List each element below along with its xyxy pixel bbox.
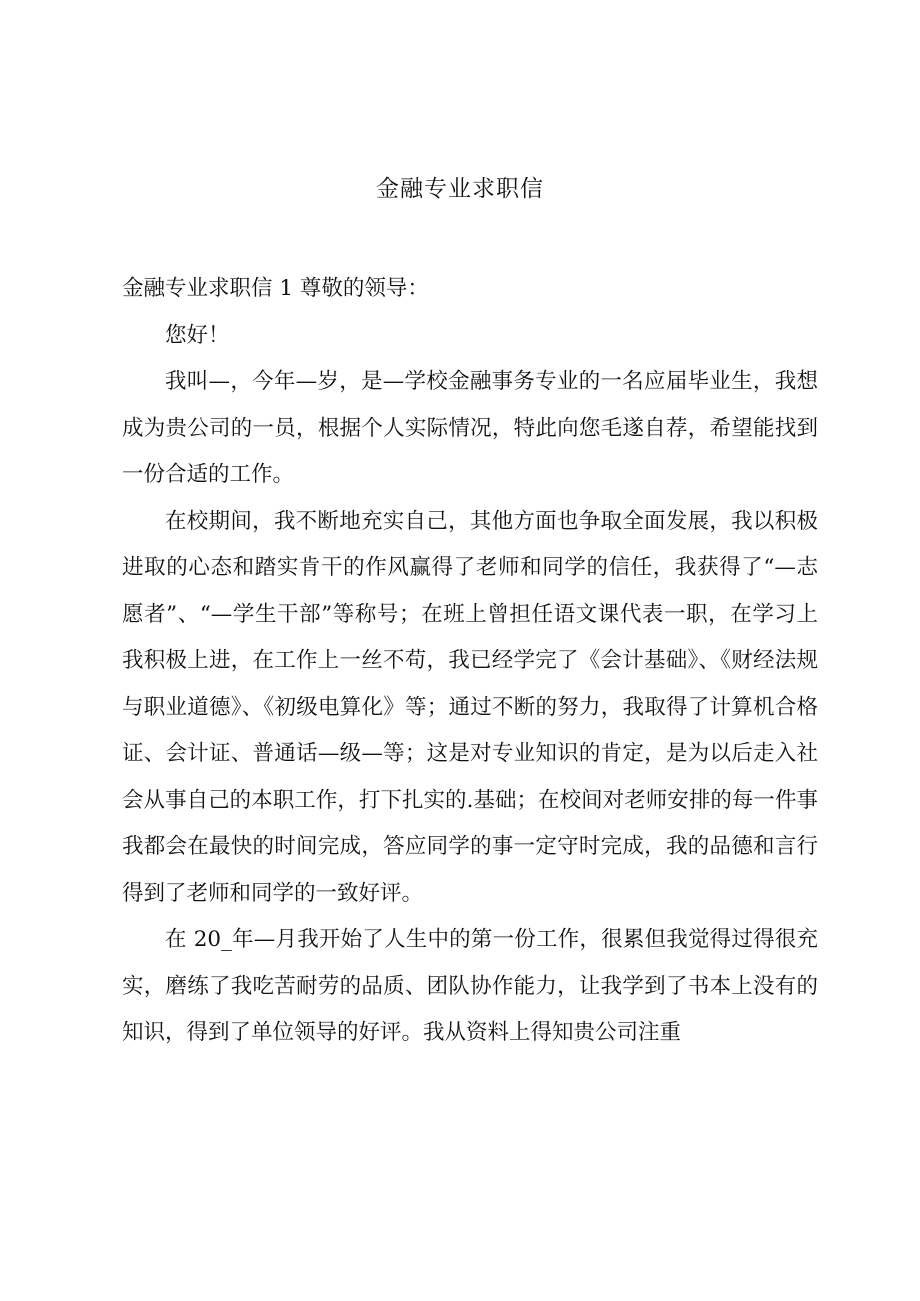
intro-paragraph: 我叫—，今年—岁，是—学校金融事务专业的一名应届毕业生，我想成为贵公司的一员，根据个人实际情况，特此向您毛遂自荐，希望能找到一份合适的工作。 bbox=[122, 369, 818, 487]
work-experience-paragraph: 在 20_年—月我开始了人生中的第一份工作，很累但我觉得过得很充实，磨练了我吃苦耐劳的品质、团队协作能力，让我学到了书本上没有的知识，得到了单位领导的好评。我从资料上得知贵公司注重 bbox=[122, 927, 818, 1045]
greeting-paragraph: 您好！ bbox=[165, 322, 230, 348]
salutation-line: 金融专业求职信 1 尊敬的领导： bbox=[122, 276, 429, 301]
document-title: 金融专业求职信 bbox=[376, 176, 544, 202]
school-experience-paragraph: 在校期间，我不断地充实自己，其他方面也争取全面发展，我以积极进取的心态和踏实肯干的作风赢得了老师和同学的信任，我获得了“—志愿者”、“—学生干部”等称号；在班上曾担任语文课代表一职，在学习上我积极上进，在工作上一丝不苟，我已经学完了《会计基础》、《财经法规与职业道德》、《初级电算化》等；通过不断的努力，我取得了计算机合格证、会计证、普通话—级—等；这是对专业知识的肯定，是为以后走入社会从事自己的本职工作，打下扎实的.基础；在校间对老师安排的每一件事我都会在最快的时间完成，答应同学的事一定守时完成，我的品德和言行得到了老师和同学的一致好评。 bbox=[122, 508, 818, 906]
document-body bbox=[122, 266, 818, 1057]
